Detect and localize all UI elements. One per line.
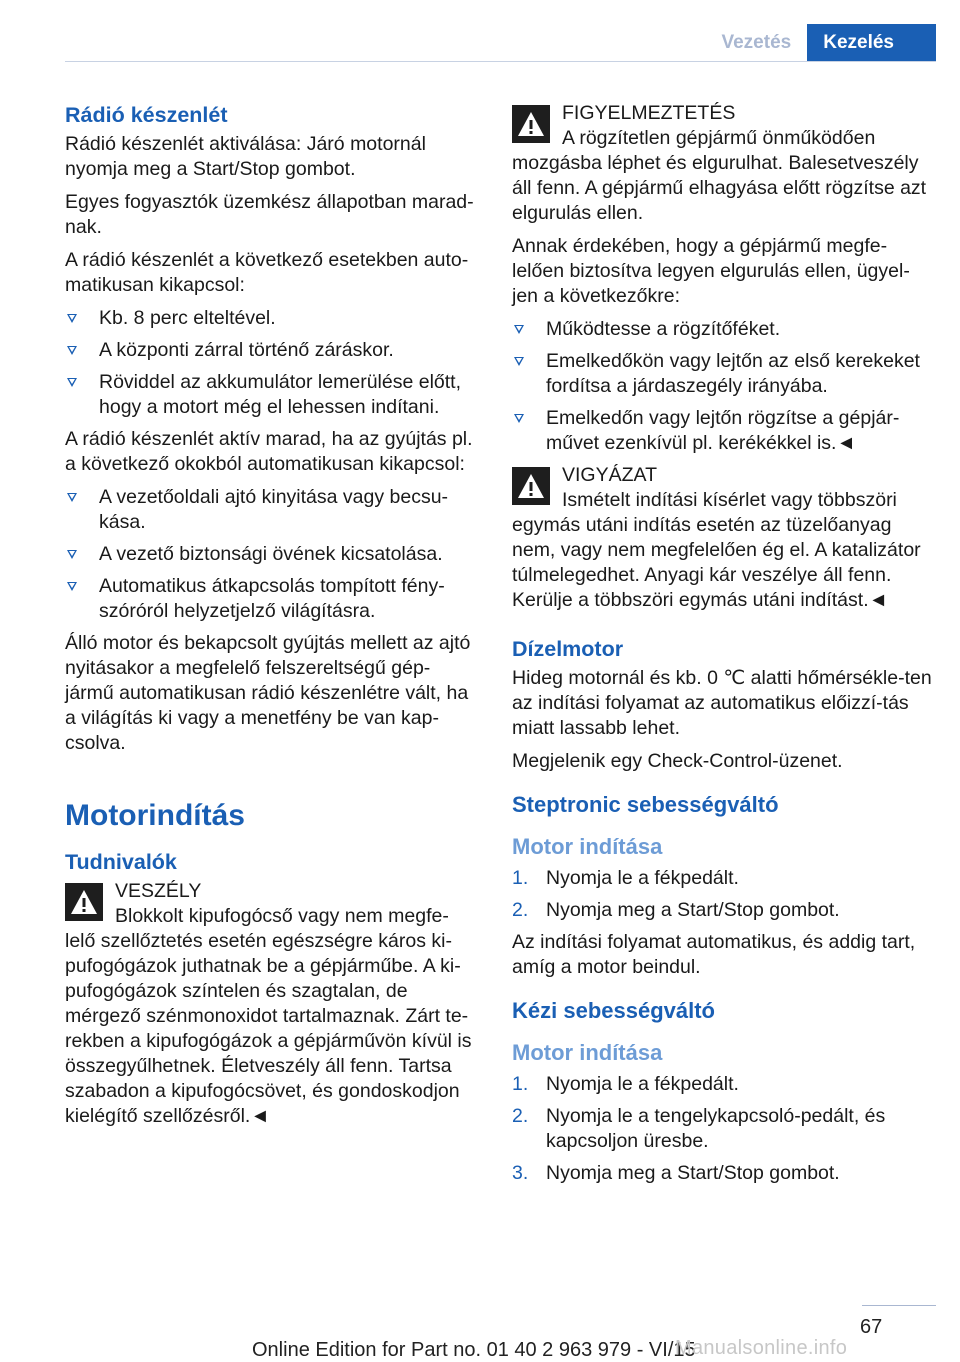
paragraph: Rádió készenlét aktiválása: Járó motornál nyomja meg a Start/Stop gombot. xyxy=(65,133,426,180)
notes-heading: Tudnivalók xyxy=(65,850,177,874)
numbered-list xyxy=(512,866,932,923)
warning-triangle-icon xyxy=(65,883,103,921)
paragraph: A rádió készenlét aktív marad, ha az gyújtás pl. a következő okokból automatikusan kikapcsol: xyxy=(65,428,473,475)
motor-start-heading: Motorindítás xyxy=(65,799,245,832)
manual-transmission-heading: Kézi sebességváltó xyxy=(512,998,715,1023)
bullet-list xyxy=(65,306,479,420)
warning-triangle-icon xyxy=(512,105,550,143)
paragraph: Az indítási folyamat automatikus, és addig tart, amíg a motor beindul. xyxy=(512,931,916,978)
caution-warning xyxy=(512,463,932,613)
list-item: A központi zárral történő záráskor. xyxy=(65,338,479,363)
list-item: A vezetőoldali ajtó kinyitása vagy becsu-kása. xyxy=(65,485,479,535)
list-item xyxy=(512,1072,932,1097)
header-divider xyxy=(65,61,936,62)
step-number: 3. xyxy=(512,1162,529,1184)
right-column xyxy=(512,101,932,1193)
warning-title: VESZÉLY xyxy=(115,880,202,902)
caution-warning xyxy=(512,101,932,226)
list-item xyxy=(512,866,932,891)
list-item: Emelkedőn vagy lejtőn rögzítse a gépjár-művet ezenkívül pl. kerékékkel is.◄ xyxy=(512,406,932,456)
step-number: 1. xyxy=(512,867,529,889)
diesel-heading: Dízelmotor xyxy=(512,637,624,661)
list-item xyxy=(512,898,932,923)
list-item: Működtesse a rögzítőféket. xyxy=(512,317,932,342)
paragraph: Megjelenik egy Check-Control-üzenet. xyxy=(512,750,843,772)
list-item: Röviddel az akkumulátor lemerülése előtt, hogy a motort még el lehessen indítani. xyxy=(65,370,479,420)
step-number: 2. xyxy=(512,899,529,921)
paragraph: A rádió készenlét a következő esetekben auto-matikusan kikapcsol: xyxy=(65,249,469,296)
list-item: A vezető biztonsági övének kicsatolása. xyxy=(65,542,479,567)
list-item: Emelkedőkön vagy lejtőn az első kerekeket fordítsa a járdaszegély irányába. xyxy=(512,349,932,399)
watermark: Manualsonline.info xyxy=(675,1337,848,1359)
numbered-list xyxy=(512,1072,932,1186)
step-number: 1. xyxy=(512,1073,529,1095)
paragraph: Egyes fogyasztók üzemkész állapotban marad-nak. xyxy=(65,191,474,238)
paragraph: Álló motor és bekapcsolt gyújtás mellett az ajtó nyitásakor a megfelelő felszereltségű gép-jármű automatikusan rádió készenlétre vált, ha a világítás ki vagy a menetfény be van kap-csolva. xyxy=(65,632,471,754)
bullet-list xyxy=(512,317,932,456)
page-number: 67 xyxy=(860,1316,883,1338)
step-text: Nyomja meg a Start/Stop gombot. xyxy=(546,899,840,921)
step-text: Nyomja le a tengelykapcsoló-pedált, és kapcsoljon üresbe. xyxy=(546,1105,886,1152)
list-item: Automatikus átkapcsolás tompított fény-szóróról helyzetjelző világításra. xyxy=(65,574,479,624)
warning-title: FIGYELMEZTETÉS xyxy=(562,102,736,124)
danger-warning xyxy=(65,879,479,1129)
warning-text: Blokkolt kipufogócső vagy nem megfe-lelő szellőztetés esetén egészségre káros ki-pufogógázok juthatnak be a gépjárműbe. A ki-pufogógázok színtelen és szagtalan, de mérgező szénmonoxidot tartalmaznak. Zárt te-rekben a kipufogógázok a gépjárművön kívül is összegyűlhetnek. Életveszély áll fenn. Tartsa szabadon a kipufogócsövet, és gondoskodjon kielégítő szellőzésről.◄ xyxy=(65,905,472,1127)
warning-triangle-icon xyxy=(512,467,550,505)
edition-footer: Online Edition for Part no. 01 40 2 963 979 - VI/15 xyxy=(252,1339,696,1361)
engine-start-subheading: Motor indítása xyxy=(512,834,663,859)
steptronic-heading: Steptronic sebességváltó xyxy=(512,792,779,817)
left-column xyxy=(65,101,479,1137)
engine-start-subheading: Motor indítása xyxy=(512,1040,663,1065)
step-text: Nyomja le a fékpedált. xyxy=(546,1073,739,1095)
warning-title: VIGYÁZAT xyxy=(562,464,657,486)
paragraph: Annak érdekében, hogy a gépjármű megfe-lelően biztosítva legyen elgurulás ellen, ügyel-jen a következőkre: xyxy=(512,235,910,307)
list-item: Kb. 8 perc elteltével. xyxy=(65,306,479,331)
step-number: 2. xyxy=(512,1105,529,1127)
list-item xyxy=(512,1161,932,1186)
step-text: Nyomja meg a Start/Stop gombot. xyxy=(546,1162,840,1184)
list-item xyxy=(512,1104,932,1154)
paragraph: Hideg motornál és kb. 0 ℃ alatti hőmérsékle-ten az indítási folyamat az automatikus előizzí-tás miatt lassabb lehet. xyxy=(512,667,932,739)
tab-vezetes[interactable]: Vezetés xyxy=(721,32,792,53)
header-tabs xyxy=(705,24,936,62)
warning-text: Ismételt indítási kísérlet vagy többszöri egymás utáni indítás esetén az tüzelőanyag nem, vagy nem megfelelően ég el. A katalizátor túlmelegedhet. Anyagi kár veszélye áll fenn. Kerülje a többszöri egymás utáni indítást.◄ xyxy=(512,489,921,611)
tab-kezeles[interactable]: Kezelés xyxy=(807,24,936,62)
radio-standby-heading: Rádió készenlét xyxy=(65,103,228,127)
bullet-list xyxy=(65,485,479,624)
warning-text: A rögzítetlen gépjármű önműködően mozgásba léphet és elgurulhat. Balesetveszély áll fenn. A gépjármű elhagyása előtt rögzítse azt elgurulás ellen. xyxy=(512,127,927,224)
footer-divider xyxy=(862,1305,936,1306)
step-text: Nyomja le a fékpedált. xyxy=(546,867,739,889)
